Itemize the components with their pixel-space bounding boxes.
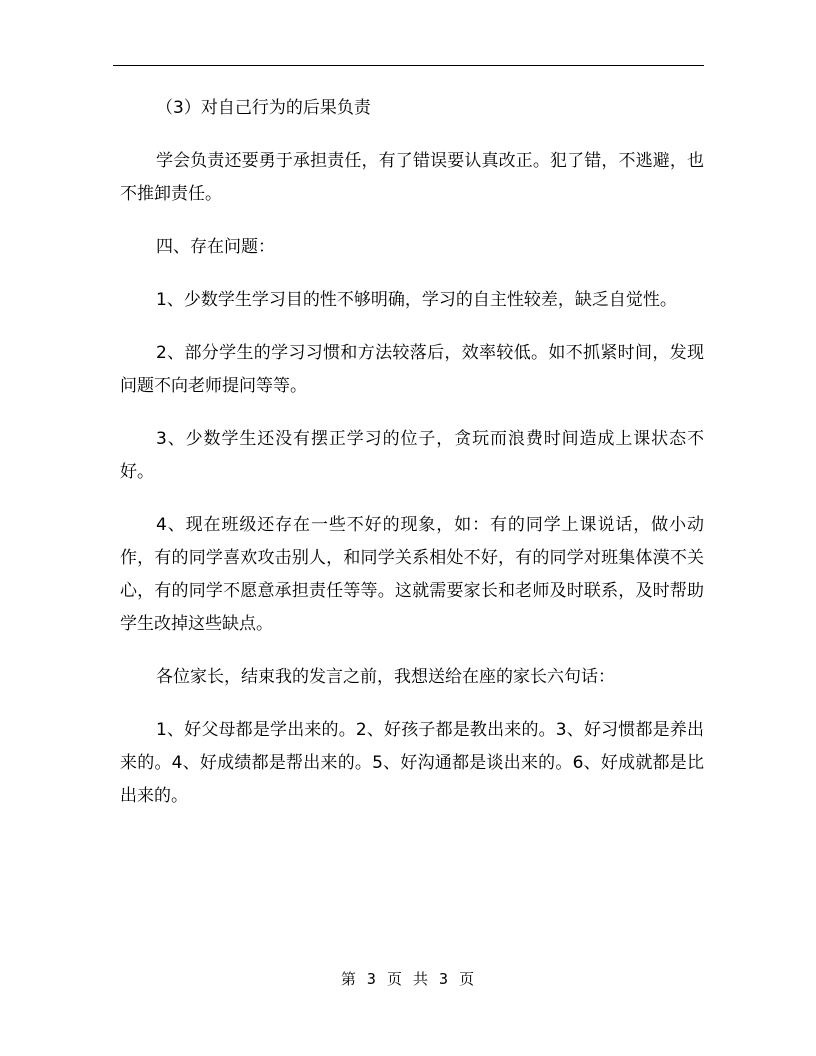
paragraph: 各位家长，结束我的发言之前，我想送给在座的家长六句话： xyxy=(156,667,615,687)
section-subheading: （3）对自己行为的后果负责 xyxy=(156,98,371,118)
list-item: 2、部分学生的学习习惯和方法较落后，效率较低。如不抓紧时间，发现问题不向老师提问等等。 xyxy=(120,343,704,396)
paragraph: 1、好父母都是学出来的。2、好孩子都是教出来的。3、好习惯都是养出来的。4、好成绩都是帮出来的。5、好沟通都是谈出来的。6、好成就都是比出来的。 xyxy=(120,720,704,806)
list-item: 1、少数学生学习目的性不够明确，学习的自主性较差，缺乏自觉性。 xyxy=(156,290,677,310)
document-body xyxy=(120,92,704,833)
header-rule xyxy=(113,65,704,66)
section-heading: 四、存在问题： xyxy=(156,237,275,257)
paragraph: 学会负责还要勇于承担责任，有了错误要认真改正。犯了错，不逃避，也不推卸责任。 xyxy=(120,151,704,204)
page-number: 第 3 页 共 3 页 xyxy=(340,970,476,988)
list-item: 3、少数学生还没有摆正学习的位子，贪玩而浪费时间造成上课状态不好。 xyxy=(120,429,704,482)
list-item: 4、现在班级还存在一些不好的现象，如：有的同学上课说话，做小动作，有的同学喜欢攻击别人，和同学关系相处不好，有的同学对班集体漠不关心，有的同学不愿意承担责任等等。这就需要家长和老师及时联系，及时帮助学生改掉这些缺点。 xyxy=(120,515,704,634)
